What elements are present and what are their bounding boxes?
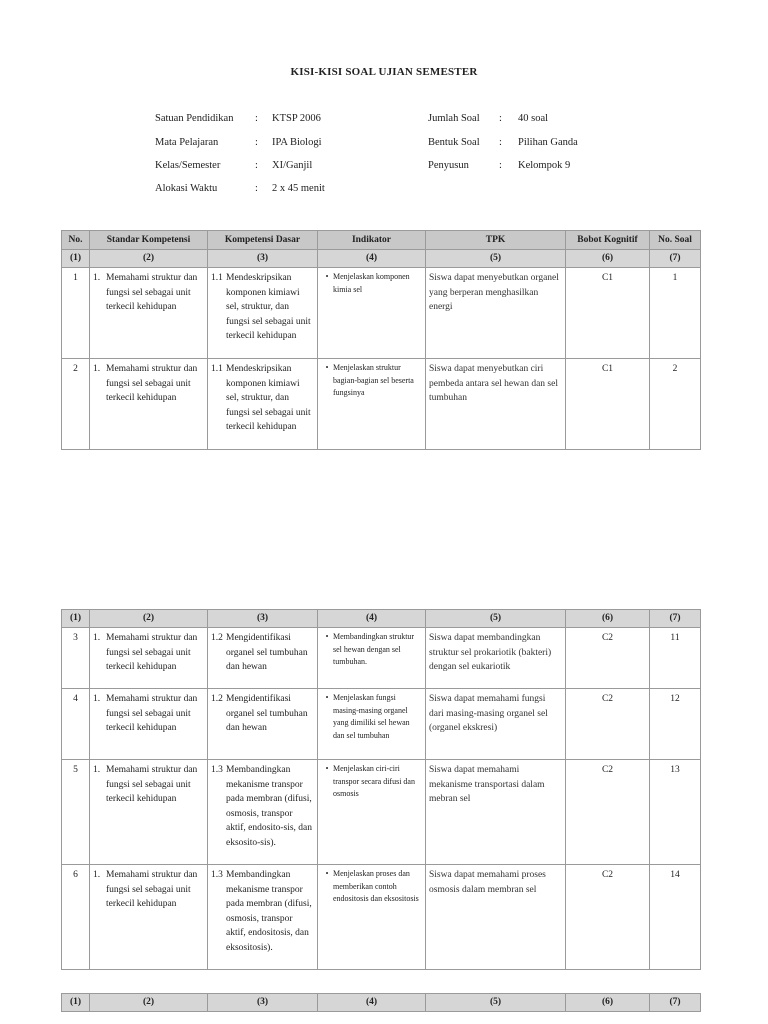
- col-number: (1): [62, 610, 90, 628]
- info-label: Bentuk Soal: [428, 137, 480, 148]
- sk-number: 1.: [93, 765, 101, 775]
- row-indikator: [318, 268, 426, 359]
- info-label: Mata Pelajaran: [155, 137, 219, 148]
- header-no-soal: No. Soal: [650, 231, 701, 250]
- header-standar-kompetensi: Standar Kompetensi: [90, 231, 208, 250]
- row-indikator: [318, 865, 426, 970]
- row-standar-kompetensi: [90, 760, 208, 865]
- col-number: (7): [650, 250, 701, 268]
- table-page-3: [61, 993, 701, 1012]
- indikator-text: Menjelaskan komponen kimia sel: [333, 272, 410, 294]
- kd-text: Membandingkan mekanisme transpor pada membran (difusi, osmosis, transpor aktif, endositosis, dan eksositosis).: [226, 870, 312, 953]
- kd-number: 1.2: [211, 633, 223, 643]
- row-bobot: C1: [566, 359, 650, 450]
- table-page-2: [61, 609, 701, 970]
- sk-text: Memahami struktur dan fungsi sel sebagai unit terkecil kehidupan: [106, 870, 198, 909]
- row-tpk: Siswa dapat menyebutkan organel yang berperan menghasilkan energi: [426, 268, 566, 359]
- row-tpk: Siswa dapat membandingkan struktur sel prokariotik (bakteri) dengan sel eukariotik: [426, 628, 566, 689]
- row-bobot: C2: [566, 628, 650, 689]
- header-indikator: Indikator: [318, 231, 426, 250]
- bullet-icon: •: [325, 693, 329, 702]
- sk-text: Memahami struktur dan fungsi sel sebagai unit terkecil kehidupan: [106, 273, 198, 312]
- info-value: IPA Biologi: [272, 137, 322, 148]
- table-page-1: [61, 230, 701, 450]
- col-number: (5): [426, 250, 566, 268]
- indikator-text: Menjelaskan ciri-ciri transpor secara difusi dan osmosis: [333, 764, 415, 798]
- row-no-soal: 13: [650, 760, 701, 865]
- kd-text: Mendeskripsikan komponen kimiawi sel, struktur, dan fungsi sel sebagai unit terkecil kehidupan: [226, 364, 311, 432]
- sk-text: Memahami struktur dan fungsi sel sebagai unit terkecil kehidupan: [106, 633, 198, 672]
- row-no-soal: 1: [650, 268, 701, 359]
- header-tpk: TPK: [426, 231, 566, 250]
- bullet-icon: •: [325, 764, 329, 773]
- kd-number: 1.2: [211, 694, 223, 704]
- info-value: Kelompok 9: [518, 160, 571, 171]
- info-colon: :: [499, 113, 502, 124]
- row-bobot: C2: [566, 760, 650, 865]
- row-no: 5: [62, 760, 90, 865]
- row-kompetensi-dasar: [208, 689, 318, 760]
- row-standar-kompetensi: [90, 359, 208, 450]
- info-colon: :: [499, 137, 502, 148]
- info-left: [155, 113, 415, 203]
- row-no: 6: [62, 865, 90, 970]
- kd-text: Membandingkan mekanisme transpor pada membran (difusi, osmosis, transpor aktif, endosito-sis, dan eksosito-sis).: [226, 765, 313, 848]
- info-colon: :: [255, 183, 258, 194]
- row-tpk: Siswa dapat memahami fungsi dari masing-masing organel sel (organel ekskresi): [426, 689, 566, 760]
- kd-number: 1.3: [211, 765, 223, 775]
- sk-text: Memahami struktur dan fungsi sel sebagai unit terkecil kehidupan: [106, 694, 198, 733]
- kd-text: Mendeskripsikan komponen kimiawi sel, struktur, dan fungsi sel sebagai unit terkecil kehidupan: [226, 273, 311, 341]
- col-number: (3): [208, 250, 318, 268]
- col-number: (6): [566, 994, 650, 1012]
- col-number: (4): [318, 610, 426, 628]
- indikator-text: Menjelaskan fungsi masing-masing organel yang dimiliki sel hewan dan sel tumbuhan: [333, 693, 410, 740]
- row-no: 1: [62, 268, 90, 359]
- kd-number: 1.1: [211, 273, 223, 283]
- row-indikator: [318, 359, 426, 450]
- row-bobot: C2: [566, 689, 650, 760]
- col-number: (4): [318, 994, 426, 1012]
- table-row: [62, 359, 701, 450]
- row-no-soal: 14: [650, 865, 701, 970]
- col-number: (3): [208, 994, 318, 1012]
- row-kompetensi-dasar: [208, 865, 318, 970]
- row-tpk: Siswa dapat memahami proses osmosis dalam membran sel: [426, 865, 566, 970]
- row-tpk: Siswa dapat menyebutkan ciri pembeda antara sel hewan dan sel tumbuhan: [426, 359, 566, 450]
- row-indikator: [318, 628, 426, 689]
- table-header-row: [62, 231, 701, 250]
- row-no: 3: [62, 628, 90, 689]
- table-row: [62, 689, 701, 760]
- bullet-icon: •: [325, 869, 329, 878]
- document-title: KISI-KISI SOAL UJIAN SEMESTER: [290, 66, 478, 78]
- col-number: (1): [62, 250, 90, 268]
- header-bobot-kognitif: Bobot Kognitif: [566, 231, 650, 250]
- row-kompetensi-dasar: [208, 760, 318, 865]
- col-number: (7): [650, 610, 701, 628]
- table-row: [62, 760, 701, 865]
- sk-text: Memahami struktur dan fungsi sel sebagai unit terkecil kehidupan: [106, 364, 198, 403]
- column-number-row: [62, 610, 701, 628]
- info-label: Kelas/Semester: [155, 160, 221, 171]
- table-row: [62, 865, 701, 970]
- sk-number: 1.: [93, 364, 101, 374]
- row-indikator: [318, 760, 426, 865]
- col-number: (5): [426, 994, 566, 1012]
- info-value: XI/Ganjil: [272, 160, 313, 171]
- row-indikator: [318, 689, 426, 760]
- col-number: (4): [318, 250, 426, 268]
- row-kompetensi-dasar: [208, 628, 318, 689]
- col-number: (6): [566, 610, 650, 628]
- info-value: 2 x 45 menit: [272, 183, 325, 194]
- sk-text: Memahami struktur dan fungsi sel sebagai unit terkecil kehidupan: [106, 765, 198, 804]
- bullet-icon: •: [325, 632, 329, 641]
- col-number: (5): [426, 610, 566, 628]
- sk-number: 1.: [93, 633, 101, 643]
- info-colon: :: [499, 160, 502, 171]
- sk-number: 1.: [93, 870, 101, 880]
- column-number-row: [62, 250, 701, 268]
- indikator-text: Menjelaskan struktur bagian-bagian sel beserta fungsinya: [333, 363, 414, 397]
- table-row: [62, 628, 701, 689]
- col-number: (2): [90, 994, 208, 1012]
- kd-number: 1.3: [211, 870, 223, 880]
- header-no: No.: [62, 231, 90, 250]
- col-number: (6): [566, 250, 650, 268]
- column-number-row: [62, 994, 701, 1012]
- col-number: (3): [208, 610, 318, 628]
- info-label: Alokasi Waktu: [155, 183, 218, 194]
- kd-text: Mengidentifikasi organel sel tumbuhan dan hewan: [226, 633, 308, 672]
- row-no-soal: 12: [650, 689, 701, 760]
- sk-number: 1.: [93, 694, 101, 704]
- row-no: 4: [62, 689, 90, 760]
- col-number: (2): [90, 250, 208, 268]
- info-value: 40 soal: [518, 113, 549, 124]
- indikator-text: Menjelaskan proses dan memberikan contoh endositosis dan eksositosis: [333, 869, 419, 903]
- row-kompetensi-dasar: [208, 268, 318, 359]
- info-value: Pilihan Ganda: [518, 137, 578, 148]
- bullet-icon: •: [325, 363, 329, 372]
- row-no: 2: [62, 359, 90, 450]
- col-number: (1): [62, 994, 90, 1012]
- table-row: [62, 268, 701, 359]
- row-standar-kompetensi: [90, 268, 208, 359]
- info-label: Satuan Pendidikan: [155, 113, 234, 124]
- col-number: (7): [650, 994, 701, 1012]
- row-no-soal: 11: [650, 628, 701, 689]
- row-bobot: C2: [566, 865, 650, 970]
- sk-number: 1.: [93, 273, 101, 283]
- info-colon: :: [255, 113, 258, 124]
- kd-text: Mengidentifikasi organel sel tumbuhan dan hewan: [226, 694, 308, 733]
- bullet-icon: •: [325, 272, 329, 281]
- row-standar-kompetensi: [90, 689, 208, 760]
- info-colon: :: [255, 160, 258, 171]
- info-colon: :: [255, 137, 258, 148]
- header-kompetensi-dasar: Kompetensi Dasar: [208, 231, 318, 250]
- row-bobot: C1: [566, 268, 650, 359]
- row-kompetensi-dasar: [208, 359, 318, 450]
- info-label: Penyusun: [428, 160, 469, 171]
- row-tpk: Siswa dapat memahami mekanisme transportasi dalam mebran sel: [426, 760, 566, 865]
- indikator-text: Membandingkan struktur sel hewan dengan sel tumbuhan.: [333, 632, 415, 666]
- info-label: Jumlah Soal: [428, 113, 480, 124]
- info-right: [428, 113, 628, 183]
- info-value: KTSP 2006: [272, 113, 321, 124]
- row-standar-kompetensi: [90, 865, 208, 970]
- row-no-soal: 2: [650, 359, 701, 450]
- kd-number: 1.1: [211, 364, 223, 374]
- row-standar-kompetensi: [90, 628, 208, 689]
- col-number: (2): [90, 610, 208, 628]
